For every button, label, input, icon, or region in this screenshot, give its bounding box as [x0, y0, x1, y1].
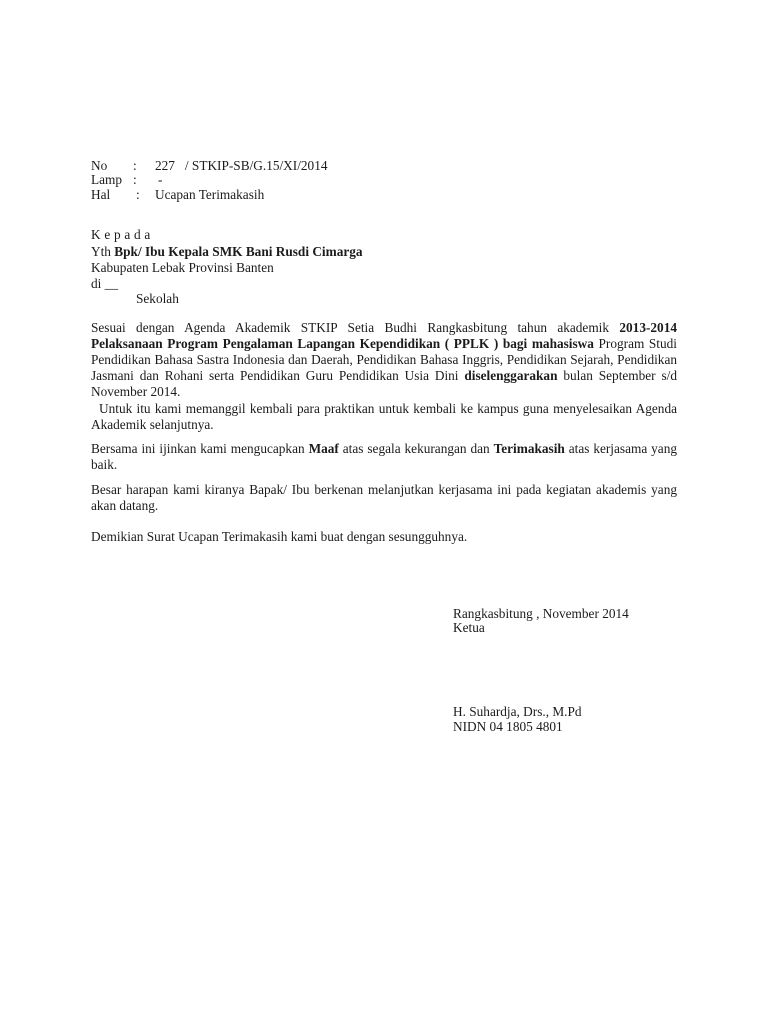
- p1-bold-diselenggarakan: diselenggarakan: [464, 368, 558, 383]
- p1-text-1: Sesuai dengan Agenda Akademik STKIP Setia Budhi Rangkasbitung tahun akademik: [91, 320, 620, 335]
- p3-text-3: atas kerjasama yang baik.: [91, 441, 677, 472]
- no-separator: :: [133, 158, 137, 173]
- p3-text-1: Bersama ini ijinkan kami mengucapkan: [91, 441, 309, 456]
- body-paragraph-5: Demikian Surat Ucapan Terimakasih kami buat dengan sesungguhnya.: [91, 529, 468, 544]
- body-paragraph-2: Untuk itu kami memanggil kembali para praktikan untuk kembali ke kampus guna menyelesaikan Agenda Akademik selanjutnya.: [91, 401, 677, 432]
- p3-bold-maaf: Maaf: [308, 441, 339, 456]
- p3-text-2: atas segala kekurangan dan: [338, 441, 494, 456]
- recipient-line: [91, 244, 363, 259]
- hal-label: Hal: [91, 187, 111, 202]
- body-paragraph-4: Besar harapan kami kiranya Bapak/ Ibu berkenan melanjutkan kerjasama ini pada kegiatan akademis yang akan datang.: [91, 482, 677, 513]
- hal-value: Ucapan Terimakasih: [155, 187, 265, 202]
- recipient-prefix: Yth: [91, 244, 115, 259]
- lamp-label: Lamp: [91, 172, 123, 187]
- p1-text-3: bulan September s/d November 2014.: [91, 368, 677, 399]
- p1-bold-program: 2013-2014 Pelaksanaan Program Pengalaman Lapangan Kependidikan ( PPLK ) bagi mahasiswa: [91, 320, 677, 351]
- header-lamp-row: [91, 172, 491, 187]
- signature-name: H. Suhardja, Drs., M.Pd: [453, 704, 582, 719]
- lamp-separator: :: [133, 172, 137, 187]
- header-no-row: [91, 158, 491, 173]
- body-paragraph-3: [91, 441, 677, 473]
- no-value: 227 / STKIP-SB/G.15/XI/2014: [155, 158, 328, 173]
- no-label: No: [91, 158, 108, 173]
- signature-place-date: Rangkasbitung , November 2014: [453, 606, 629, 621]
- body-paragraph-1: [91, 320, 677, 400]
- lamp-value: -: [158, 172, 163, 187]
- p3-bold-terimakasih: Terimakasih: [493, 441, 565, 456]
- recipient-di: di __: [91, 276, 118, 291]
- signature-nidn: NIDN 04 1805 4801: [453, 719, 563, 734]
- recipient-name: Bpk/ Ibu Kepala SMK Bani Rusdi Cimarga: [114, 244, 363, 259]
- greeting: K e p a d a: [91, 227, 151, 242]
- recipient-place: Sekolah: [136, 291, 179, 306]
- hal-separator: :: [136, 187, 140, 202]
- signature-position: Ketua: [453, 620, 485, 635]
- p1-text-2: Program Studi Pendidikan Bahasa Sastra Indonesia dan Daerah, Pendidikan Bahasa Inggris, Pendidikan Sejarah, Pendidikan Jasmani dan Rohani serta Pendidikan Guru Pendidikan Usia Dini: [91, 336, 677, 383]
- header-hal-row: [91, 187, 491, 202]
- recipient-address: Kabupaten Lebak Provinsi Banten: [91, 260, 274, 275]
